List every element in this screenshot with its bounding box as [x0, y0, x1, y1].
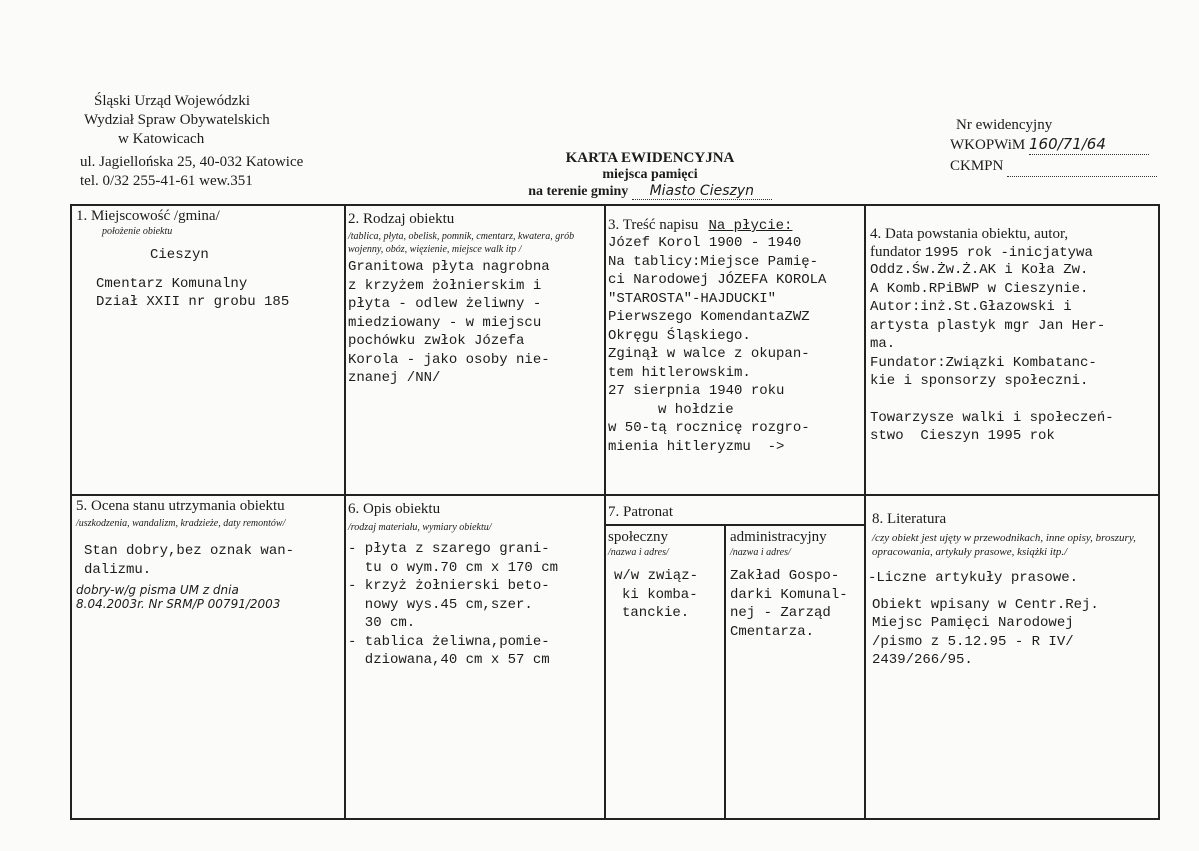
patronat-social-sub: /nazwa i adres/ [608, 547, 669, 558]
text-line: Towarzysze walki i społeczeń- [870, 409, 1114, 426]
card-title-main: KARTA EWIDENCYJNA [565, 150, 735, 166]
section-6-sub: /rodzaj materiału, wymiary obiektu/ [348, 522, 492, 533]
table-top-border [70, 204, 1160, 206]
ckmpn-label: CKMPN [950, 158, 1004, 174]
patronat-admin-text [730, 567, 866, 641]
text-line: ma. [870, 336, 896, 352]
text-line [872, 588, 1156, 596]
text-line: nowy wys.45 cm,szer. [348, 596, 533, 613]
text-line: artysta plastyk mgr Jan Her- [870, 317, 1106, 334]
text-line: dziowana,40 cm x 57 cm [348, 652, 550, 668]
section-5-sub: /uszkodzenia, wandalizm, kradzieże, daty remontów/ [76, 518, 286, 529]
section-8 [868, 510, 1156, 670]
section-1-sub: położenie obiektu [102, 226, 173, 237]
text-line [870, 391, 1158, 409]
patronat-divider [604, 524, 864, 526]
section-1-heading: 1. Miejscowość /gmina/ [76, 208, 220, 224]
patronat-social-text [608, 567, 726, 623]
section-2-sub: /tablica, płyta, obelisk, pomnik, cmentarz, kwatera, grób wojenny, obóz, więzienie, miejsce walk itp / [348, 231, 575, 255]
wkopwim-row [950, 135, 1180, 155]
section-2 [348, 210, 604, 388]
office-address: ul. Jagiellońska 25, 40-032 Katowice [80, 154, 304, 170]
text-line: kie i sponsorzy społeczni. [870, 373, 1089, 389]
text-line: Okręgu Śląskiego. [608, 327, 751, 344]
text-line: Korola - jako osoby nie- [348, 351, 550, 368]
section-4-heading-row [870, 243, 1158, 261]
table-bottom-border [70, 818, 1160, 820]
patronat-admin-heading: administracyjny [730, 529, 827, 545]
text-line: - krzyż żołnierski beto- [348, 578, 550, 594]
section-4-year: 1995 rok -inicjatywa [924, 245, 1093, 261]
table-left-border [70, 204, 72, 820]
nr-ewidencyjny-label: Nr ewidencyjny [956, 117, 1053, 133]
table-middle-border [70, 494, 1160, 496]
text-line: z krzyżem żołnierskim i [348, 277, 542, 294]
ckmpn-row [950, 157, 1180, 177]
section-4-heading-2: fundator [870, 244, 921, 260]
office-header [80, 92, 380, 191]
text-line: płyta - odlew żeliwny - [348, 296, 542, 312]
patronat-admin-sub: /nazwa i adres/ [730, 547, 791, 558]
text-line: Józef Korol 1900 - 1940 [608, 235, 802, 251]
text-line: Fundator:Związki Kombatanc- [870, 354, 1097, 371]
section-3-plate-label: Na płycie: [708, 218, 793, 234]
table-col-divider-3 [864, 204, 866, 820]
text-line: tu o wym.70 cm x 170 cm [348, 559, 559, 576]
section-2-heading: 2. Rodzaj obiektu [348, 211, 455, 227]
section-3-heading: 3. Treść napisu [608, 217, 699, 233]
text-line: Miejsc Pamięci Narodowej [872, 615, 1074, 631]
text-line: znanej /NN/ [348, 370, 441, 386]
ckmpn-value [1007, 157, 1157, 177]
patronat-social-heading: społeczny [608, 529, 668, 545]
text-line: 30 cm. [348, 615, 416, 631]
text-line: Zginął w walce z okupan- [608, 346, 810, 362]
text-line: stwo Cieszyn 1995 rok [870, 428, 1055, 444]
section-5-line-2: dalizmu. [84, 561, 152, 578]
section-8-sub: /czy obiekt jest ujęty w przewodnikach, inne opisy, broszury, opracowania, artykuły prasowe, książki itp./ [872, 532, 1136, 558]
section-5 [76, 497, 342, 611]
gmina-label: na terenie gminy [528, 184, 629, 199]
office-line-1: Śląski Urząd Wojewódzki [94, 93, 250, 109]
section-6-heading: 6. Opis obiektu [348, 501, 441, 517]
text-line: -Liczne artykuły prasowe. [868, 570, 1079, 586]
section-1-line-2: Cmentarz Komunalny [96, 275, 248, 292]
text-line: - tablica żeliwna,pomie- [348, 633, 550, 650]
text-line: 27 sierpnia 1940 roku [608, 383, 785, 399]
text-line: w 50-tą rocznicę rozgro- [608, 420, 810, 436]
wkopwim-value: 160/71/64 [1029, 135, 1149, 155]
text-line: ci Narodowej JÓZEFA KOROLA [608, 272, 827, 288]
office-line-3: w Katowicach [118, 131, 205, 147]
section-1-line-3: Dział XXII nr grobu 185 [96, 294, 290, 310]
card-title-sub: miejsca pamięci [602, 167, 698, 182]
text-line: tanckie. [622, 605, 690, 621]
text-line: nej - Zarząd [730, 605, 831, 621]
section-6-text [348, 540, 604, 670]
text-line: w/w związ- [614, 568, 699, 584]
section-5-line-1: Stan dobry,bez oznak wan- [84, 543, 295, 559]
text-line: ki komba- [622, 586, 698, 603]
table-col-divider-2 [604, 204, 606, 820]
text-line: pochówku zwłok Józefa [348, 333, 525, 349]
text-line: Pierwszego KomendantaZWZ [608, 309, 810, 325]
text-line: Autor:inż.St.Głazowski i [870, 299, 1072, 315]
section-4-heading: 4. Data powstania obiektu, autor, [870, 226, 1069, 242]
section-7-heading: 7. Patronat [608, 504, 673, 520]
gmina-line [500, 183, 800, 200]
text-line: Cmentarza. [730, 623, 815, 640]
section-8-heading: 8. Literatura [872, 511, 947, 527]
text-line: Zakład Gospo- [730, 568, 840, 584]
office-phone: tel. 0/32 255-41-61 wew.351 [80, 173, 253, 189]
text-line: Na tablicy:Miejsce Pamię- [608, 253, 819, 270]
text-line: tem hitlerowskim. [608, 364, 751, 381]
text-line: miedziowany - w miejscu [348, 314, 542, 331]
handwritten-note-2: 8.04.2003r. Nr SRM/P 00791/2003 [76, 597, 281, 611]
text-line: 2439/266/95. [872, 652, 973, 668]
card-title [500, 150, 800, 200]
handwritten-note-1: dobry-w/g pisma UM z dnia [76, 583, 239, 597]
text-line: - płyta z szarego grani- [348, 541, 550, 557]
text-line: mienia hitleryzmu -> [608, 438, 785, 455]
section-1-place: Cieszyn [150, 247, 209, 263]
section-5-heading: 5. Ocena stanu utrzymania obiektu [76, 498, 285, 514]
text-line: A Komb.RPiBWP w Cieszynie. [870, 280, 1089, 297]
text-line: Obiekt wpisany w Centr.Rej. [872, 596, 1099, 613]
registry-numbers [950, 116, 1180, 177]
wkopwim-label: WKOPWiM [950, 137, 1026, 153]
text-line: w hołdzie [658, 401, 734, 418]
gmina-value: Miasto Cieszyn [632, 183, 772, 200]
text-line: darki Komunal- [730, 586, 848, 603]
table-col-divider-1 [344, 204, 346, 820]
office-line-2: Wydział Spraw Obywatelskich [84, 112, 270, 128]
text-line: /pismo z 5.12.95 - R IV/ [872, 633, 1074, 650]
patronat-admin [730, 528, 866, 641]
text-line: "STAROSTA"-HAJDUCKI" [608, 290, 777, 307]
section-8-text [868, 569, 1156, 670]
section-3 [608, 216, 864, 456]
section-6 [348, 500, 604, 670]
section-1 [76, 207, 342, 312]
patronat-social [608, 528, 726, 623]
section-3-heading-row [608, 216, 864, 234]
text-line: Granitowa płyta nagrobna [348, 259, 550, 275]
section-2-text [348, 258, 604, 388]
section-7 [608, 503, 864, 521]
text-line: Oddz.Św.Żw.Ż.AK i Koła Zw. [870, 262, 1089, 278]
section-4 [870, 225, 1158, 446]
table-right-border [1158, 204, 1160, 820]
